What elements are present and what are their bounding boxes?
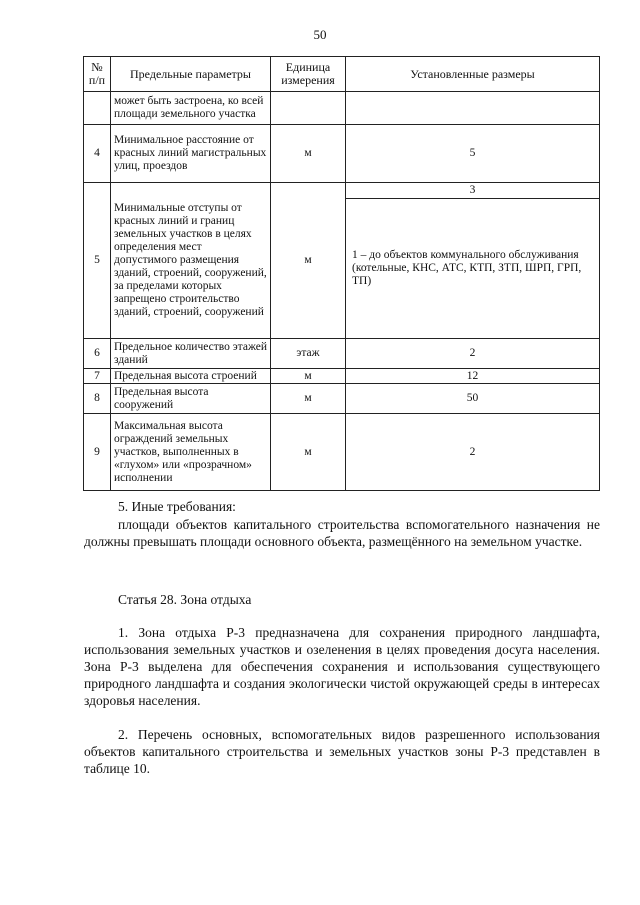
table-row [84, 414, 600, 491]
row-param: Предельная высота сооружений [111, 384, 271, 414]
row-unit: м [271, 369, 346, 384]
table-row [84, 125, 600, 183]
table-row [84, 384, 600, 414]
article-paragraph-2: 2. Перечень основных, вспомогательных видов разрешенного использования объектов капитального строительства и земельных участков зоны Р-3 представлен в таблице 10. [84, 727, 600, 776]
header-unit: Единица измерения [271, 57, 346, 92]
section-5-text: площади объектов капитального строительства вспомогательного назначения не должны превышать площади основного объекта, размещённого на земельном участке. [84, 517, 600, 549]
header-num: № п/п [84, 57, 111, 92]
row-unit: м [271, 384, 346, 414]
parameters-table [83, 56, 600, 491]
row-value: 12 [346, 369, 600, 384]
row-unit: м [271, 183, 346, 339]
row-value: 5 [346, 125, 600, 183]
row-num: 8 [84, 384, 111, 414]
row-num: 4 [84, 125, 111, 183]
row-param: Предельная высота строений [111, 369, 271, 384]
row-num [84, 92, 111, 125]
row-param: может быть застроена, ко всей площади земельного участка [111, 92, 271, 125]
header-param: Предельные параметры [111, 57, 271, 92]
table-row [84, 369, 600, 384]
table-row [84, 339, 600, 369]
row-param: Максимальная высота ограждений земельных участков, выполненных в «глухом» или «прозрачном» исполнении [111, 414, 271, 491]
row-value: 3 [346, 183, 600, 199]
row-num: 6 [84, 339, 111, 369]
row-value: 50 [346, 384, 600, 414]
article-paragraph-1: 1. Зона отдыха Р-3 предназначена для сохранения природного ландшафта, использования земельных участков и озеленения в целях проведения досуга населения. Зона Р-3 выделена для обеспечения сохранения и использования существующего природного ландшафта и создания экологически чистой окружающей среды в интересах здоровья населения. [84, 625, 600, 708]
row-param: Минимальные отступы от красных линий и границ земельных участков в целях определения мест допустимого размещения зданий, строений, сооружений, за пределами которых запрещено строительство зданий, строений, сооружений [111, 183, 271, 339]
row-value: 2 [346, 414, 600, 491]
table-row [84, 92, 600, 125]
row-num: 9 [84, 414, 111, 491]
row-unit: м [271, 125, 346, 183]
row-num: 7 [84, 369, 111, 384]
table-header-row [84, 57, 600, 92]
header-value: Установленные размеры [346, 57, 600, 92]
row-param: Предельное количество этажей зданий [111, 339, 271, 369]
article-title: Статья 28. Зона отдыха [118, 592, 252, 607]
row-unit [271, 92, 346, 125]
page-number: 50 [313, 27, 327, 42]
row-value-note: 1 – до объектов коммунального обслуживания (котельные, КНС, АТС, КТП, ЗТП, ШРП, ГРП, ТП) [346, 199, 600, 339]
row-num: 5 [84, 183, 111, 339]
row-value: 2 [346, 339, 600, 369]
row-unit: м [271, 414, 346, 491]
section-5-heading: 5. Иные требования: [118, 499, 236, 514]
table-row [84, 183, 600, 199]
row-param: Минимальное расстояние от красных линий магистральных улиц, проездов [111, 125, 271, 183]
row-value [346, 92, 600, 125]
row-unit: этаж [271, 339, 346, 369]
